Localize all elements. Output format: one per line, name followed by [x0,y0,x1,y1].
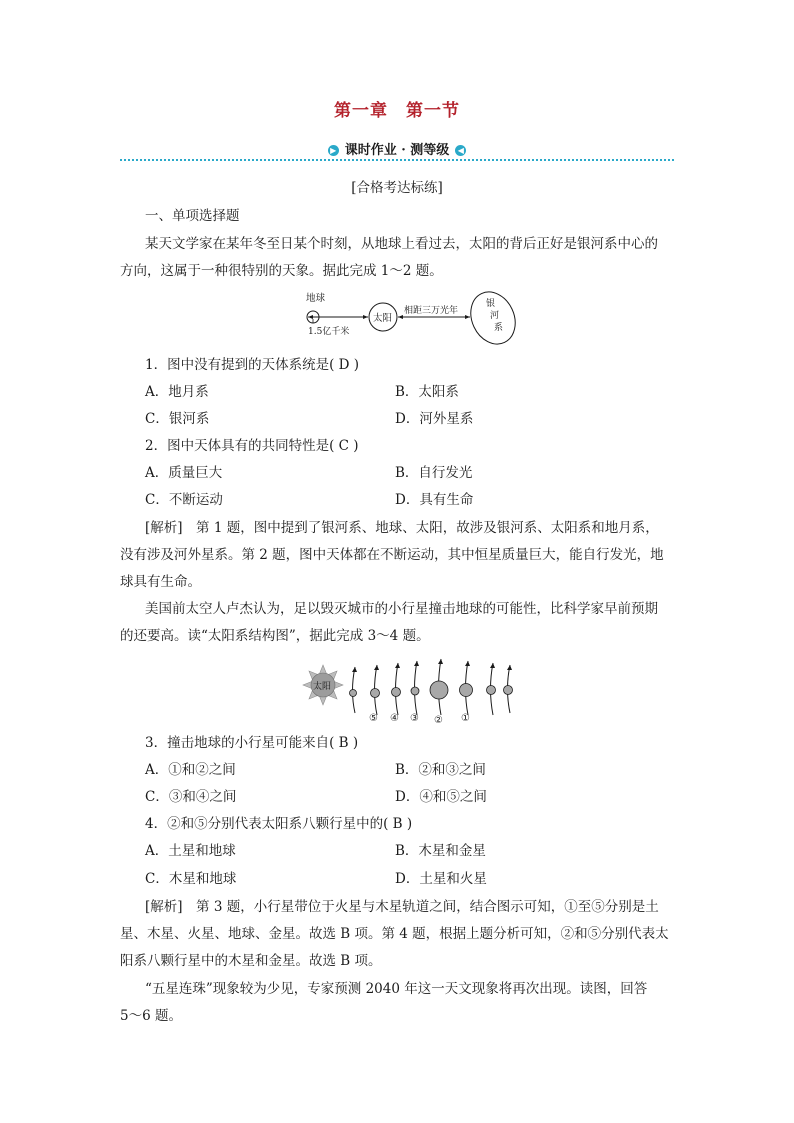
section-label: [合格考达标练] [351,180,443,196]
q1-option-c: C．银河系 [145,411,210,427]
q3-option-a: A．①和②之间 [145,762,236,778]
play-left-icon: ◀ [455,145,466,156]
homework-banner [120,137,674,163]
label-1: ① [461,713,470,724]
q1-option-b: B．太阳系 [395,384,459,400]
part-heading: 一、单项选择题 [145,208,240,224]
banner-dotted-line [120,159,674,161]
q4-stem: 4．②和⑤分别代表太阳系八颗行星中的( B ) [145,816,413,832]
intro2-line2: 的还要高。读“太阳系结构图”，据此完成 3～4 题。 [120,628,430,644]
q2-option-a: A．质量巨大 [145,465,223,481]
q4-option-c: C．木星和地球 [145,871,237,887]
analysis2-line2: 星、木星、火星、地球、金星。故选 B 项。第 4 题，根据上题分析可知，②和⑤分别代表太 [120,926,669,942]
sun-label: 太阳 [373,313,393,324]
intro3-line1: “五星连珠”现象较为少见，专家预测 2040 年这一天文现象将再次出现。读图，回答 [145,981,648,997]
planet-3 [411,687,419,695]
q1-option-a: A．地月系 [145,384,209,400]
earth-sun-galaxy-diagram [290,288,530,348]
planet-4 [392,688,401,697]
q4-option-a: A．土星和地球 [145,843,236,859]
q3-option-b: B．②和③之间 [395,762,486,778]
planet-neptune [504,686,513,695]
label-2: ② [434,715,443,726]
q4-option-d: D．土星和火星 [395,871,487,887]
label-5: ⑤ [369,713,378,724]
intro1-line1: 某天文学家在某年冬至日某个时刻，从地球上看过去，太阳的背后正好是银河系中心的 [145,236,658,252]
galaxy-label-2: 河 [490,311,500,321]
q2-stem: 2．图中天体具有的共同特性是( C ) [145,438,359,454]
planet-5 [371,689,380,698]
galaxy-label-1: 银 [486,299,496,309]
planet-uranus [487,686,496,695]
intro1-line2: 方向，这属于一种很特别的天象。据此完成 1～2 题。 [120,263,443,279]
q2-option-b: B．自行发光 [395,465,473,481]
banner-text: 课时作业 · 测等级 [344,143,450,158]
intro3-line2: 5～6 题。 [120,1008,182,1024]
q1-stem: 1．图中没有提到的天体系统是( D ) [145,357,360,373]
play-right-icon: ▶ [328,145,339,156]
analysis1-line2: 没有涉及河外星系。第 2 题，图中天体都在不断运动，其中恒星质量巨大，能自行发光，地 [120,547,664,563]
q3-option-d: D．④和⑤之间 [395,789,487,805]
analysis1-line1: [解析] 第 1 题，图中提到了银河系、地球、太阳，故涉及银河系、太阳系和地月系， [145,520,659,536]
q3-option-c: C．③和④之间 [145,789,237,805]
intro2-line1: 美国前太空人卢杰认为，足以毁灭城市的小行星撞击地球的可能性，比科学家早前预期 [145,601,658,617]
chapter-title: 第一章 第一节 [334,101,460,121]
q2-option-c: C．不断运动 [145,492,223,508]
planet-1 [460,684,473,697]
label-3: ③ [410,713,419,724]
distance-sun-galaxy: 相距三万光年 [404,306,459,316]
analysis2-line1: [解析] 第 3 题，小行星带位于火星与木星轨道之间，结合图示可知，①至⑤分别是土 [145,899,659,915]
q3-stem: 3．撞击地球的小行星可能来自( B ) [145,735,359,751]
q4-option-b: B．木星和金星 [395,843,486,859]
distance-earth-sun: 1.5亿千米 [308,327,350,337]
label-4: ④ [390,713,399,724]
analysis2-line3: 阳系八颗行星中的木星和金星。故选 B 项。 [120,953,382,969]
analysis1-line3: 球具有生命。 [120,574,201,590]
earth-label: 地球 [306,293,326,304]
galaxy-label-3: 系 [494,323,504,333]
solar-system-diagram [300,655,530,727]
planet-2 [430,681,448,699]
q2-option-d: D．具有生命 [395,492,474,508]
q1-option-d: D．河外星系 [395,411,474,427]
sun-diagram-label: 太阳 [313,682,332,692]
sun-icon [303,665,343,705]
planet-mercury [350,690,357,697]
